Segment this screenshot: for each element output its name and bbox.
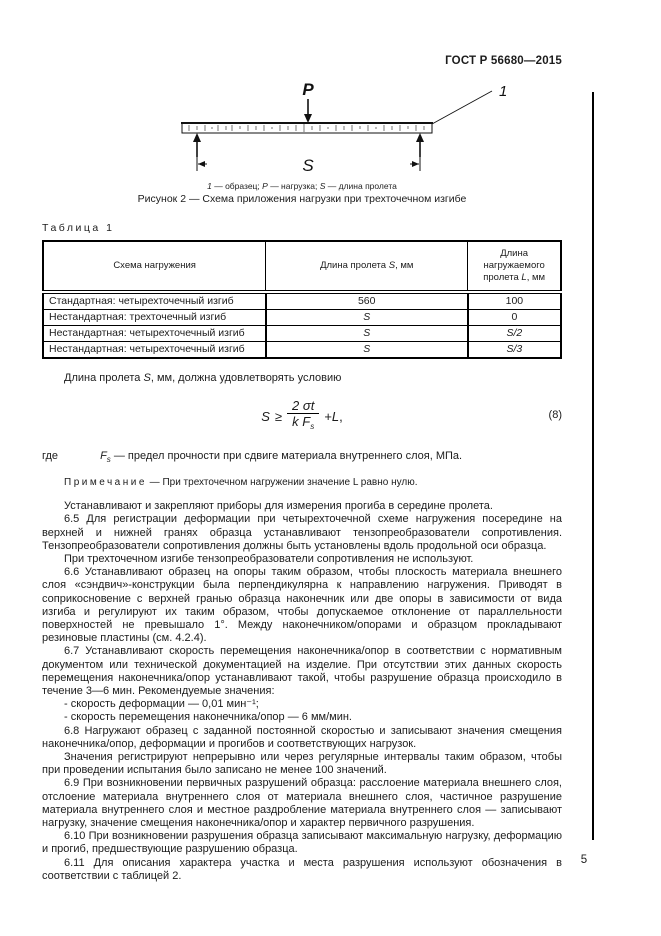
- intro-text: Длина пролета: [64, 372, 144, 384]
- header-text: Длина пролета: [320, 260, 389, 271]
- figure-legend: [42, 181, 562, 191]
- plus-sign: +: [324, 408, 332, 424]
- den-main: k F: [292, 414, 311, 430]
- table-1: [42, 240, 562, 359]
- clause-6-11: 6.11 Для описания характера участка и места разрушения используют обозначения в соответствии с таблицей 2.: [42, 856, 562, 882]
- clause-6-8: 6.8 Нагружают образец с заданной постоянной скоростью и записывают значения смещения наконечника/опор, деформации и прогибов и соответствующих нагрузок.: [42, 724, 562, 750]
- legend-load-sym: P: [262, 181, 268, 191]
- figure-caption: Рисунок 2 — Схема приложения нагрузки при трехточечном изгибе: [137, 193, 467, 205]
- intro-text: , мм, должна удовлетворять условию: [150, 372, 342, 384]
- note-label: Примечание: [64, 477, 147, 489]
- legend-callout: 1: [207, 181, 212, 191]
- cell-span: 560: [266, 292, 468, 310]
- callout-leader-line: [432, 91, 492, 124]
- formula-denominator: [287, 414, 319, 434]
- legend-text: — длина пролета: [325, 181, 397, 191]
- cell-span: S: [266, 310, 468, 326]
- load-scheme-diagram: [42, 79, 562, 179]
- specimen-callout-label: 1: [499, 83, 508, 100]
- clause-6-6: 6.6 Устанавливают образец на опоры таким образом, чтобы плоскость материала внешнего слоя «сэндвич»-конструкции была перпендикулярна к направлению нагружения. Приводят в соприкосновение с верхней гранью образца наконечник или две опоры в зависимости от вида изгиба и регулируют их таким образом, чтобы допускаемое отклонение от параллельности поверхностей не превышало 1°. Между наконечником/опорами и образцом прокладывают резиновые пластины (см. 4.2.4).: [42, 566, 562, 645]
- cell-span: S: [266, 342, 468, 359]
- col-header-span: [266, 241, 468, 292]
- cell-scheme: Стандартная: четырехточечный изгиб: [43, 292, 266, 310]
- header-text: , мм: [526, 272, 546, 283]
- note-text: — При трехточечном нагружении значение L равно нулю.: [146, 477, 418, 489]
- cell-scheme: Нестандартная: четырехточечный изгиб: [43, 326, 266, 342]
- cell-loaded-span: S/2: [468, 326, 561, 342]
- formula-lhs: S: [261, 408, 270, 424]
- where-symbol-sub: s: [106, 455, 111, 465]
- cell-loaded-span: 0: [468, 310, 561, 326]
- clause-6-9: 6.9 При возникновении первичных разрушений образца: расслоение материала внешнего слоя, отслоение материала внутреннего слоя от материала внешнего слоя, частичное разрушение материала внутреннего слоя и местное раздробление материала внутреннего слоя — записывают нагрузку, значение смещения наконечника/опор и характер первичного разрушения.: [42, 777, 562, 830]
- where-label: где: [42, 450, 59, 463]
- legend-span-sym: S: [319, 181, 326, 191]
- cell-loaded-span: 100: [468, 292, 561, 310]
- table-row: [43, 342, 561, 359]
- formula-8: [42, 398, 562, 434]
- intro-sym: S: [143, 372, 151, 384]
- cell-span: S: [266, 326, 468, 342]
- list-item-crosshead-speed: - скорость перемещения наконечника/опор — 6 мм/мин.: [64, 711, 352, 724]
- clause-6-7: 6.7 Устанавливают скорость перемещения наконечника/опор в соответствии с нормативным документом или технической документацией на изделие. При отсутствии этих данных скорость перемещения наконечника/опор устанавливают такой, чтобы разрушение образца происходило в течение 3—6 мин. Рекомендуемые значения:: [42, 645, 562, 698]
- den-sub: s: [310, 422, 315, 432]
- clause-6-10: 6.10 При возникновении разрушения образца записывают максимальную нагрузку, деформацию и прогиб, предшествующие разрушению образца.: [42, 830, 562, 856]
- change-bar-rule: [592, 92, 594, 840]
- col-header-loaded-span: [468, 241, 561, 292]
- standard-number-header: ГОСТ Р 56680—2015: [445, 55, 562, 67]
- cell-loaded-span: S/3: [468, 342, 561, 359]
- where-symbol: F: [100, 450, 107, 463]
- cell-scheme: Нестандартная: четырехточечный изгиб: [43, 342, 266, 359]
- paragraph: Значения регистрируют непрерывно или через регулярные интервалы таким образом, чтобы при проведении испытания было записано не менее 100 значений.: [42, 751, 562, 777]
- page-content: [42, 55, 562, 883]
- span-label: S: [302, 156, 314, 175]
- table-row: [43, 292, 561, 310]
- page-number: 5: [580, 854, 588, 866]
- load-arrow-down-icon: [304, 99, 312, 123]
- figure-2: [42, 79, 562, 205]
- header-text: , мм: [395, 260, 414, 271]
- where-text: — предел прочности при сдвиге материала внутреннего слоя, МПа.: [110, 450, 463, 463]
- header-text: Длина нагружаемого пролета: [483, 248, 545, 283]
- equation-number: (8): [548, 409, 562, 422]
- where-line: [42, 450, 562, 464]
- tail-sym: L: [331, 408, 340, 424]
- table-row: [43, 326, 561, 342]
- list-item-strain-rate: - скорость деформации — 0,01 мин⁻¹;: [64, 698, 259, 711]
- formula-tail: [324, 409, 342, 424]
- header-sym: L: [521, 272, 527, 283]
- legend-text: — образец;: [211, 181, 263, 191]
- formula-8-row: [42, 398, 562, 436]
- left-support-arrow-icon: [193, 133, 201, 157]
- condition-intro: [42, 372, 562, 385]
- right-support-arrow-icon: [416, 133, 424, 157]
- formula-fraction: [287, 398, 319, 434]
- paragraph: Устанавливают и закрепляют приборы для измерения прогиба в середине пролета.: [64, 500, 493, 513]
- table-header-row: [43, 241, 561, 292]
- specimen-beam: [181, 123, 433, 133]
- note-line: [42, 477, 562, 488]
- comma: ,: [339, 408, 343, 424]
- table-label: Таблица 1: [42, 222, 115, 234]
- cell-scheme: Нестандартная: трехточечный изгиб: [43, 310, 266, 326]
- header-sym: S: [388, 260, 396, 271]
- formula-relation: ≥: [274, 408, 283, 424]
- legend-text: — нагрузка;: [267, 181, 320, 191]
- load-label: P: [302, 80, 314, 99]
- formula-numerator: 2 σt: [287, 398, 319, 414]
- col-header-scheme: Схема нагружения: [43, 241, 266, 292]
- body-clauses: [42, 500, 562, 883]
- table-row: [43, 310, 561, 326]
- clause-6-5: 6.5 Для регистрации деформации при четырехточечной схеме нагружения посередине на верхней и нижней гранях образца устанавливают тензопреобразователи сопротивления. Тензопреобразователи сопротивления должны быть установлены вдоль продольной оси образца.: [42, 513, 562, 552]
- paragraph: При трехточечном изгибе тензопреобразователи сопротивления не используют.: [64, 553, 474, 566]
